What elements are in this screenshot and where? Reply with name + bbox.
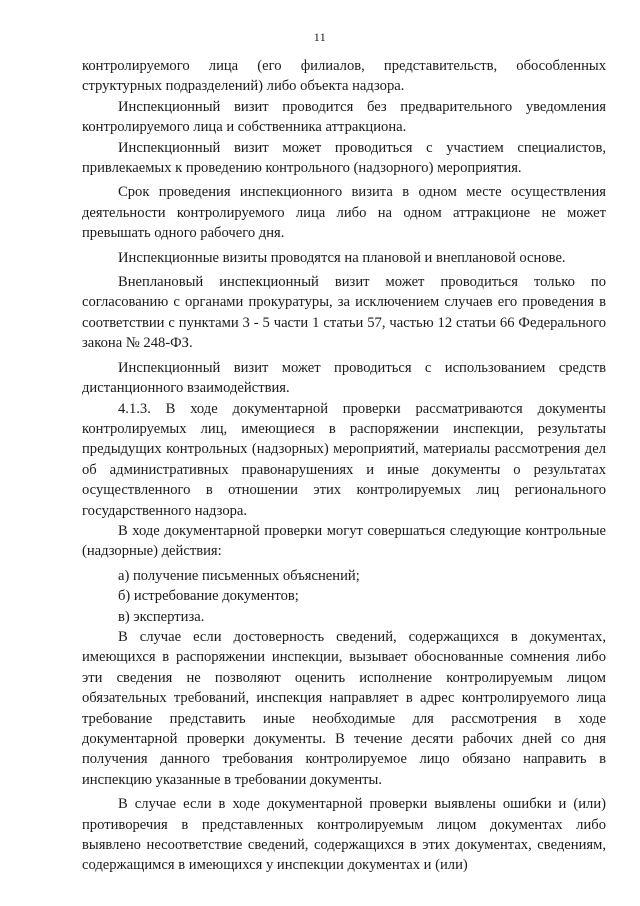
paragraph-continuation: контролируемого лица (его филиалов, представительств, обособленных структурных подразделений) либо объекта надзора. bbox=[82, 58, 606, 95]
paragraph-documentary-actions: В ходе документарной проверки могут совершаться следующие контрольные (надзорные) действия: bbox=[82, 522, 606, 560]
paragraph-documentary-check: 4.1.3. В ходе документарной проверки рассматриваются документы контролируемых лиц, имеющиеся в распоряжении инспекции, результаты предыдущих контрольных (надзорных) мероприятий, материалы рассмотрения дел об административных правонарушениях и иные документы о результатах осуществленного в отношении этих контролируемых лиц регионального государственного надзора. bbox=[82, 400, 606, 519]
document-body bbox=[82, 56, 606, 876]
paragraph-document-request: В случае если достоверность сведений, содержащихся в документах, имеющихся в распоряжении инспекции, вызывает обоснованные сомнения либо эти сведения не позволяют оценить исполнение контролируемым лицом обязательных требований, инспекция направляет в адрес контролируемого лица требование представить иные необходимые для рассмотрения в ходе документарной проверки документы. В течение десяти рабочих дней со дня получения данного требования контролируемое лицо обязано направить в инспекцию указанные в требовании документы. bbox=[82, 628, 606, 788]
page-number: 11 bbox=[313, 30, 327, 44]
paragraph-unscheduled-visit: Внеплановый инспекционный визит может проводиться только по согласованию с органами прокуратуры, за исключением случаев его проведения в соответствии с пунктами 3 - 5 части 1 статьи 57, частью 12 статьи 66 Федерального закона № 248-ФЗ. bbox=[82, 274, 606, 352]
paragraph-inspection-visit-duration: Срок проведения инспекционного визита в одном месте осуществления деятельности контролируемого лица либо на одном аттракционе не может превышать одного рабочего дня. bbox=[82, 184, 606, 242]
paragraph-remote-interaction: Инспекционный визит может проводиться с использованием средств дистанционного взаимодействия. bbox=[82, 359, 606, 397]
list-item-c: в) экспертиза. bbox=[118, 608, 205, 625]
paragraph-inspection-visit-basis: Инспекционные визиты проводятся на плановой и внеплановой основе. bbox=[118, 249, 566, 266]
paragraph-inspection-visit-specialists: Инспекционный визит может проводиться с участием специалистов, привлекаемых к проведению контрольного (надзорного) мероприятия. bbox=[82, 139, 606, 177]
list-item-a: а) получение письменных объяснений; bbox=[118, 567, 360, 584]
list-item-b: б) истребование документов; bbox=[118, 588, 299, 605]
paragraph-errors-found: В случае если в ходе документарной проверки выявлены ошибки и (или) противоречия в представленных контролируемым лицом документах либо выявлено несоответствие сведений, содержащихся в этих документах, сведениям, содержащимся в имеющихся у инспекции документах и (или) bbox=[82, 796, 606, 874]
paragraph-inspection-visit-no-notice: Инспекционный визит проводится без предварительного уведомления контролируемого лица и собственника аттракциона. bbox=[82, 98, 606, 136]
